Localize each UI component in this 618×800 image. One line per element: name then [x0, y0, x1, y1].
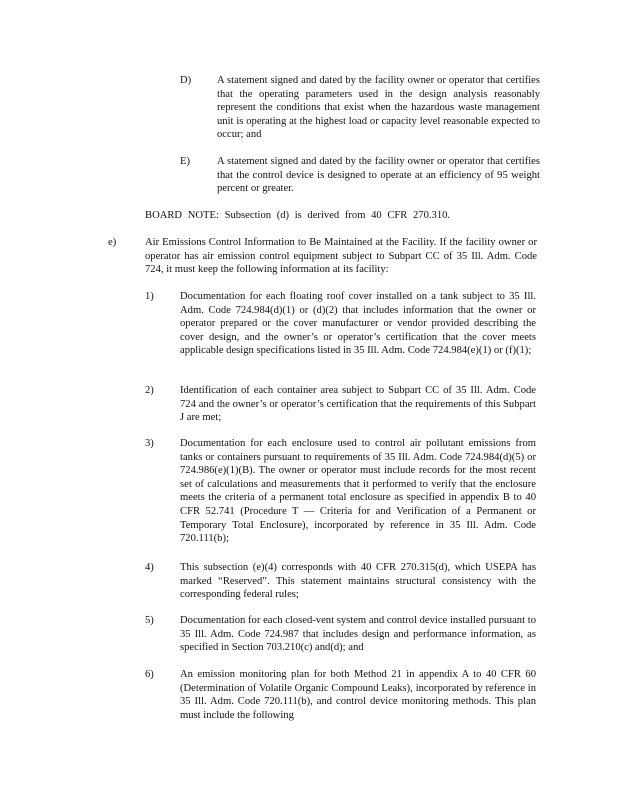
item-4-text: This subsection (e)(4) corresponds with 40 CFR 270.315(d), which USEPA has marked “Reserved”. This statement maintains structural consistency with the corresponding federal rules; — [180, 562, 536, 601]
section-e-text: Air Emissions Control Information to Be Maintained at the Facility. If the facility owner or operator has air emission control equipment subject to Subpart CC of 35 Ill. Adm. Code 724, it must keep the following information at its facility: — [145, 237, 537, 276]
subitem-d-text: A statement signed and dated by the facility owner or operator that certifies that the operating parameters used in the design analysis reasonably represent the conditions that exist when the hazardous waste management unit is operating at the highest load or capacity level reasonable expected to occur; and — [217, 75, 540, 141]
subitem-marker-d: D) — [180, 75, 192, 86]
board-note: BOARD NOTE: Subsection (d) is derived from 40 CFR 270.310. — [145, 210, 451, 221]
item-6-text: An emission monitoring plan for both Method 21 in appendix A to 40 CFR 60 (Determination of Volatile Organic Compound Leaks), incorporated by reference in 35 Ill. Adm. Code 720.111(b), and control device monitoring methods. This plan must include the following — [180, 669, 536, 721]
item-marker-1: 1) — [145, 291, 154, 302]
section-e-marker: e) — [108, 237, 117, 248]
item-3-text: Documentation for each enclosure used to control air pollutant emissions from tanks or containers pursuant to requirements of 35 Ill. Adm. Code 724.984(d)(5) or 724.986(e)(1)(B). The owner or operator must include records for the most recent set of calculations and measurements that it performed to verify that the enclosure meets the criteria of a permanent total enclosure as specified in appendix B to 40 CFR 52.741 (Procedure T — Criteria for and Verification of a Permanent or Temporary Total Enclosure), incorporated by reference in 35 Ill. Adm. Code 720.111(b); — [180, 438, 536, 545]
subitem-marker-e: E) — [180, 156, 190, 167]
subitem-e-text: A statement signed and dated by the facility owner or operator that certifies that the control device is designed to operate at an efficiency of 95 weight percent or greater. — [217, 156, 540, 195]
item-marker-3: 3) — [145, 438, 154, 449]
item-marker-4: 4) — [145, 562, 154, 573]
item-1-text: Documentation for each floating roof cover installed on a tank subject to 35 Ill. Adm. Code 724.984(d)(1) or (d)(2) that includes information that the owner or operator prepared or the cover manufacturer or vendor provided describing the cover design, and the owner’s or operator’s certification that the cover meets applicable design specifications listed in 35 Ill. Adm. Code 724.984(e)(1) or (f)(1); — [180, 291, 536, 357]
item-5-text: Documentation for each closed-vent system and control device installed pursuant to 35 Ill. Adm. Code 724.987 that includes design and performance information, as specified in Section 703.210(c) and(d); and — [180, 615, 536, 654]
item-marker-5: 5) — [145, 615, 154, 626]
item-2-text: Identification of each container area subject to Subpart CC of 35 Ill. Adm. Code 724 and the owner’s or operator’s certification that the requirements of this Subpart J are met; — [180, 385, 536, 424]
item-marker-2: 2) — [145, 385, 154, 396]
item-marker-6: 6) — [145, 669, 154, 680]
